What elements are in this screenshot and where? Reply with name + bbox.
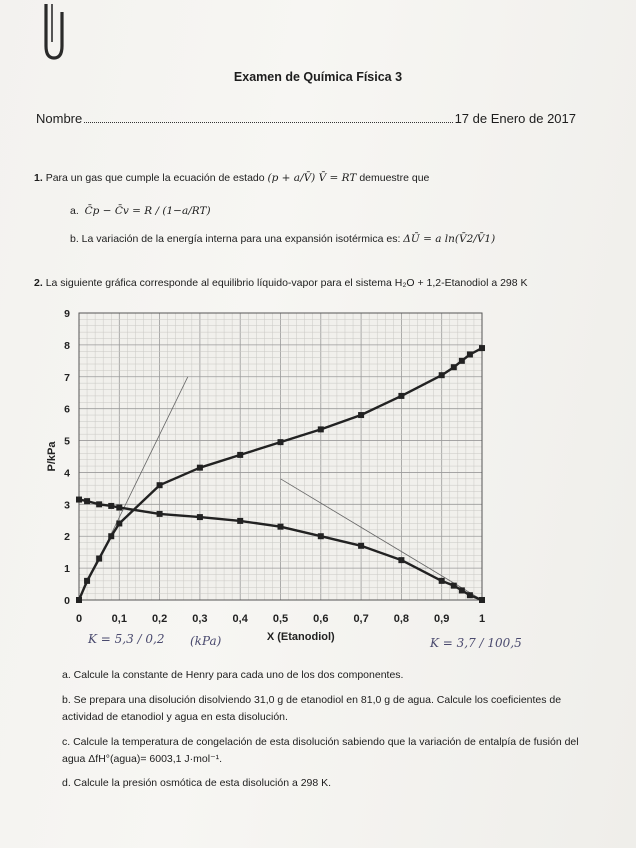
data-point [84, 578, 90, 584]
data-point [451, 583, 457, 589]
question-1-text: Para un gas que cumple la ecuación de estado [45, 172, 265, 184]
data-point [96, 501, 102, 507]
y-tick-label: 7 [64, 371, 70, 384]
y-tick-label: 8 [64, 339, 70, 352]
data-point [84, 498, 90, 504]
x-tick-label: 0,3 [192, 613, 208, 625]
data-point [278, 439, 284, 445]
data-point [459, 358, 465, 364]
data-point [318, 426, 324, 432]
data-point [451, 364, 457, 370]
data-point [439, 578, 445, 584]
x-tick-label: 0,5 [272, 613, 289, 625]
data-point [398, 393, 404, 399]
data-point [358, 543, 364, 549]
question-1b-equation: ΔŪ = a ln(V̄2/V̄1) [403, 233, 496, 245]
subquestion-a: a. Calcule la constante de Henry para cada uno de los dos componentes. [62, 669, 404, 681]
x-axis-label: X (Etanodiol) [266, 631, 335, 643]
x-tick-label: 0,8 [393, 613, 410, 625]
question-2-text: La siguiente gráfica corresponde al equilibrio líquido-vapor para el sistema [45, 277, 392, 289]
data-point [108, 533, 114, 539]
question-1-equation: (p + a/V̄) V̄ = RT [267, 172, 357, 184]
y-tick-label: 3 [64, 499, 70, 512]
data-point [318, 533, 324, 539]
data-point [237, 452, 243, 458]
handwritten-note-3: K = 3,7 / 100,5 [430, 636, 522, 650]
question-2-system: H₂O + 1,2-Etanodiol a 298 K [394, 277, 528, 289]
name-label: Nombre [36, 111, 83, 126]
data-point [439, 372, 445, 378]
question-2-number: 2. [34, 277, 43, 289]
data-point [358, 412, 364, 418]
data-point [108, 503, 114, 509]
y-tick-label: 1 [64, 563, 70, 576]
data-point [197, 465, 203, 471]
y-tick-label: 0 [64, 595, 70, 607]
question-1a-label: a. [70, 205, 79, 217]
subquestion-c: c. Calcule la temperatura de congelación de esta disolución sabiendo que la variación de entalpía de fusión del agua ΔfH°(agua)= 6003,1 J·mol⁻¹. [62, 736, 579, 765]
handwritten-note-1: K = 5,3 / 0,2 [88, 632, 165, 646]
handwritten-note-2: (kPa) [190, 634, 222, 648]
x-tick-label: 1 [478, 613, 486, 625]
data-point [197, 514, 203, 520]
y-tick-label: 4 [64, 467, 70, 480]
y-tick-label: 6 [64, 403, 70, 416]
exam-title: Examen de Química Física 3 [233, 70, 403, 84]
question-1b-text: b. La variación de la energía interna para una expansión isotérmica es: [70, 233, 401, 245]
subquestion-b: b. Se prepara una disolución disolviendo 31,0 g de etanodiol en 81,0 g de agua. Calcule los coeficientes de actividad de etanodiol y agua en esta disolución. [62, 694, 562, 723]
x-tick-label: 0,2 [151, 613, 168, 625]
x-tick-label: 0,4 [232, 613, 248, 625]
data-point [96, 556, 102, 562]
question-1-number: 1. [34, 172, 43, 184]
data-point [76, 597, 82, 603]
data-point [479, 345, 485, 351]
x-tick-label: 0,1 [111, 613, 127, 625]
question-1a-equation: C̄p − C̄v = R / (1−a/RT) [84, 205, 211, 217]
subquestion-d: d. Calcule la presión osmótica de esta disolución a 298 K. [62, 777, 332, 789]
data-point [278, 524, 284, 530]
data-point [116, 505, 122, 511]
data-point [398, 557, 404, 563]
data-point [237, 518, 243, 524]
data-point [467, 592, 473, 598]
data-point [157, 482, 163, 488]
x-tick-label: 0,6 [313, 613, 329, 625]
y-axis-label: P/kPa [46, 441, 58, 472]
y-tick-label: 2 [64, 531, 70, 544]
exam-date: 17 de Enero de 2017 [454, 111, 576, 126]
data-point [479, 597, 485, 603]
x-tick-label: 0 [75, 613, 83, 625]
x-tick-label: 0,9 [434, 613, 450, 625]
y-tick-label: 5 [64, 435, 70, 448]
data-point [459, 587, 465, 593]
data-point [157, 511, 163, 517]
data-point [467, 351, 473, 357]
x-tick-label: 0,7 [353, 613, 369, 625]
data-point [76, 497, 82, 503]
data-point [116, 520, 122, 526]
y-tick-label: 9 [64, 308, 70, 320]
question-1-text-after: demuestre que [359, 172, 430, 184]
